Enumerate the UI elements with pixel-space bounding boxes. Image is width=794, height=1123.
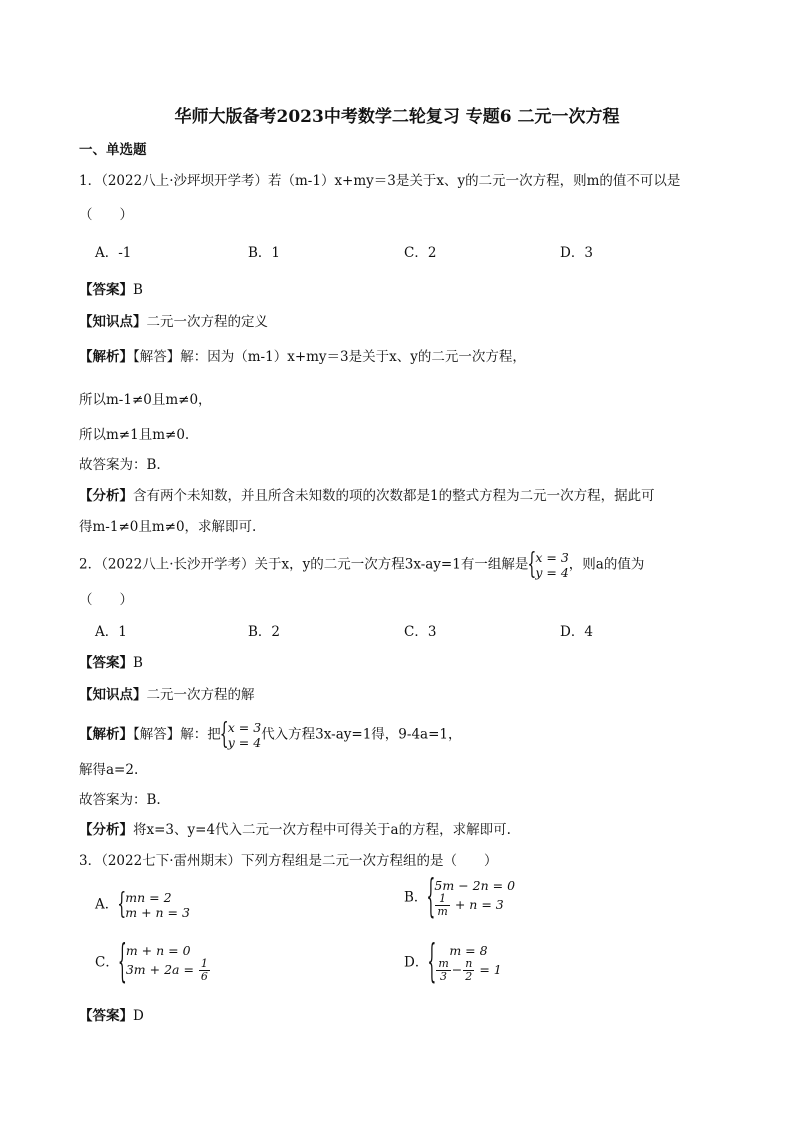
q1-answer <box>79 280 143 300</box>
q2-option-b: B．2 <box>248 624 281 640</box>
q3-option-b: B． { 5m − 2n = 0 $\frac{1}{m}$ + n = 3 <box>404 872 516 924</box>
section-heading: 一、单选题 <box>79 142 147 158</box>
q2-solution-system: { x = 3 y = 4 <box>527 548 569 582</box>
q3-option-a: A． { mn = 2 m + n = 3 <box>95 888 190 922</box>
kp-tag: 【知识点】 <box>79 314 147 330</box>
fenxi-tag: 【分析】 <box>79 488 133 504</box>
q2-knowledge-point: 【知识点】二元一次方程的解 <box>79 687 255 703</box>
q1-analysis-line1: 【解析】【解答】解：因为（m-1）x+my＝3是关于x、y的二元一次方程， <box>79 349 526 365</box>
q1-option-c: C．2 <box>404 245 437 261</box>
q1-analysis-line4: 故答案为：B. <box>79 457 161 473</box>
q3-stem: 3．（2022七下·雷州期末）下列方程组是二元一次方程组的是（ ） <box>79 853 498 869</box>
q2-stem-line1: 2．（2022八上·长沙开学考）关于x，y的二元一次方程3x-ay=1有一组解是 { x = 3 y = 4 ，则a的值为 <box>79 548 645 582</box>
answer-tag: 【答案】 <box>79 282 133 298</box>
q2-analysis-line3: 故答案为：B. <box>79 792 161 808</box>
q3-option-c: C． { m + n = 0 3m + 2a = $\frac{1}{6}$ <box>95 937 208 989</box>
q3-answer: 【答案】D <box>79 1008 144 1024</box>
q1-fenxi-line2: 得m-1≠0且m≠0，求解即可. <box>79 519 257 535</box>
q1-knowledge-point <box>79 312 268 332</box>
q2-option-a: A．1 <box>95 624 127 640</box>
q1-option-b: B．1 <box>248 245 281 261</box>
q2-option-c: C．3 <box>404 624 437 640</box>
q1-analysis-line2: 所以m-1≠0且m≠0， <box>79 392 212 408</box>
q2-fenxi-line1: 【分析】将x=3、y=4代入二元一次方程中可得关于a的方程，求解即可. <box>79 822 511 838</box>
q1-option-a: A．-1 <box>95 245 132 261</box>
analysis-tag: 【解析】 <box>79 349 133 365</box>
q2-option-d: D．4 <box>560 624 593 640</box>
q1-fenxi-line1: 【分析】含有两个未知数，并且所含未知数的项的次数都是1的整式方程为二元一次方程，据此可 <box>79 488 655 504</box>
kp-value: 二元一次方程的定义 <box>146 314 268 330</box>
page-title: 华师大版备考2023中考数学二轮复习 专题6 二元一次方程 <box>174 107 620 127</box>
q2-answer: 【答案】B <box>79 655 143 671</box>
q1-option-d: D．3 <box>560 245 593 261</box>
q2-analysis-line1: 【解析】【解答】解：把 { x = 3 y = 4 代入方程3x-ay=1得，9-4a=1， <box>79 718 462 752</box>
q1-stem-line2: （ ） <box>79 207 133 223</box>
q1-stem-line1: 1．（2022八上·沙坪坝开学考）若（m-1）x+my＝3是关于x、y的二元一次方程，则m的值不可以是 <box>79 173 681 189</box>
q1-analysis-line3: 所以m≠1且m≠0. <box>79 427 190 443</box>
q2-substitution-system: { x = 3 y = 4 <box>219 718 262 752</box>
q2-stem-line2: （ ） <box>79 592 133 608</box>
q3-option-d: D． { m = 8 $\frac{m}{3}$ − $\frac{n}{2}$ = 1 <box>404 937 502 989</box>
answer-value: B <box>133 282 143 298</box>
q2-analysis-line2: 解得a=2. <box>79 762 139 778</box>
